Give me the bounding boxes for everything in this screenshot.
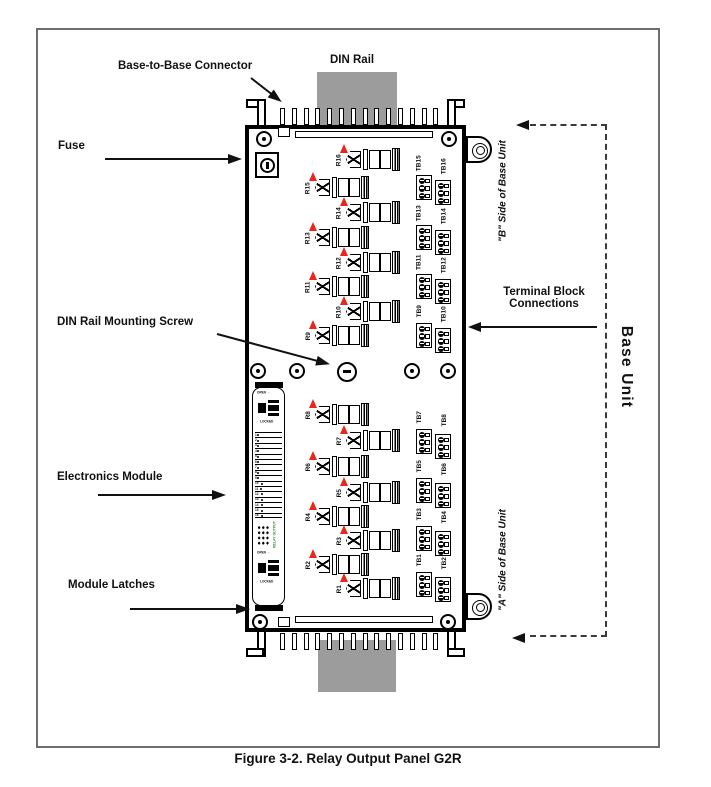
module-open-label-top: OPEN → [257,391,270,395]
relay-endcap [392,429,400,452]
module-type-label-text: RELAY OUTPUT [273,521,277,548]
arrow-terminal-block-line [481,326,597,328]
relay-label-text: R12 [335,257,343,270]
terminal-block [416,225,432,250]
relay-r11 [304,275,369,298]
module-channel-number: 16 [255,513,259,518]
terminal-clamp [444,487,449,492]
module-channel-number: 9 [255,476,257,480]
relay-socket [315,458,330,475]
terminal-block-label-text: TB4 [440,510,448,524]
terminal-clamp [425,334,430,339]
relay-label [304,507,314,528]
terminal-clamp [444,347,449,352]
relay-label [304,405,314,426]
terminal-block-label-text: TB16 [440,158,448,174]
relay-neck [363,430,368,451]
relay-r1 [335,577,400,600]
relay-body [369,150,391,169]
relay-endcap [361,324,369,347]
relay-socket [315,278,330,295]
terminal-block-label-text: TB13 [415,205,423,221]
terminal-block-label [415,549,425,571]
relay-body [338,178,360,197]
module-channel-number: 2 [255,439,257,443]
label-b-side: "B" Side of Base Unit [497,140,509,242]
relay-label [304,326,314,347]
relay-body [369,203,391,222]
label-electronics-module: Electronics Module [57,471,163,483]
relay-socket [346,532,361,549]
relay-endcap [392,148,400,171]
terminal-block-label-text: TB6 [440,462,448,476]
terminal-block-label-text: TB10 [440,306,448,322]
relay-endcap [361,226,369,249]
terminal-block-label-text: TB15 [415,155,423,171]
terminal-clamp [444,332,449,337]
relay-neck [332,227,337,248]
terminal-clamp [425,497,430,502]
relay-endcap [392,481,400,504]
relay-endcap [361,553,369,576]
terminal-clamp [444,445,449,450]
module-channel-number: 11 [255,487,259,491]
relay-r7 [335,429,400,452]
terminal-clamp [425,576,430,581]
relay-r10 [335,300,400,323]
terminal-block-pair-tb11 [415,251,457,307]
relay-body [369,531,391,550]
relay-neck [363,252,368,273]
relay-label-text: R4 [304,513,312,522]
label-a-side: "A" Side of Base Unit [497,509,509,611]
terminal-block-label-text: TB11 [415,254,423,270]
relay-socket [315,229,330,246]
module-channel-number: 5 [255,455,257,459]
relay-label [335,431,345,452]
relay-endcap [361,176,369,199]
relay-label-text: R1 [335,585,343,594]
relay-socket [346,151,361,168]
relay-body [338,228,360,247]
relay-label [335,531,345,552]
terminal-block-label [440,552,450,574]
module-channel-number: 4 [255,449,257,453]
relay-endcap [392,529,400,552]
relay-body [369,579,391,598]
relay-label [304,277,314,298]
terminal-block-label-text: TB5 [415,459,423,473]
module-channel-number: 7 [255,465,257,470]
relay-endcap [392,251,400,274]
terminal-clamp [444,542,449,547]
module-open-label-bottom: OPEN → [257,551,270,555]
terminal-block-label-text: TB2 [440,556,448,570]
terminal-block-label-text: TB3 [415,507,423,521]
terminal-block [416,572,432,597]
terminal-block-label [440,254,450,276]
relay-label-text: R10 [335,306,343,319]
label-base-unit: Base Unit [618,325,635,409]
relay-socket [315,327,330,344]
relay-body [369,431,391,450]
terminal-block-label [415,202,425,224]
terminal-block-label [415,406,425,428]
terminal-block-label-text: TB9 [415,304,423,318]
arrow-terminal-block-head [468,322,481,332]
relay-socket [315,508,330,525]
terminal-clamp [425,591,430,596]
relay-label-text: R13 [304,232,312,245]
relay-endcap [392,300,400,323]
relay-socket [346,484,361,501]
relay-label [335,483,345,504]
relay-body [338,277,360,296]
terminal-clamp [425,194,430,199]
label-terminal-block-line2: Connections [509,298,579,310]
terminal-block-label [415,152,425,174]
relay-neck [332,177,337,198]
relay-socket [315,556,330,573]
module-channel-number: 13 [255,498,259,502]
terminal-clamp [444,339,449,344]
terminal-block [416,478,432,503]
terminal-block-label [440,303,450,325]
relay-body [369,483,391,502]
terminal-clamp [425,293,430,298]
relay-r15 [304,176,369,199]
terminal-block-pair-tb9 [415,300,457,356]
relay-label-text: R2 [304,561,312,570]
terminal-clamp [425,278,430,283]
relay-body [338,326,360,345]
terminal-block-label [440,506,450,528]
arrow-module-latches-line [130,608,237,610]
module-channel-number: 12 [255,492,259,497]
terminal-clamp [444,581,449,586]
terminal-clamp [425,342,430,347]
relay-neck [332,554,337,575]
module-channel-number: 1 [255,433,257,437]
terminal-block-pair-tb7 [415,406,457,462]
relay-socket [315,179,330,196]
terminal-clamp [425,530,430,535]
terminal-clamp [444,191,449,196]
relay-neck [332,404,337,425]
terminal-clamp [425,448,430,453]
module-channel-number: 3 [255,444,257,448]
relay-r2 [304,553,369,576]
terminal-block-pair-tb1 [415,549,457,605]
arrow-electronics-module-line [98,494,213,496]
module-channel-number: 15 [255,509,259,513]
relay-label [335,150,345,171]
terminal-block [416,323,432,348]
terminal-block [416,175,432,200]
terminal-block-label-text: TB8 [440,413,448,427]
relay-socket [346,254,361,271]
arrow-electronics-module-head [212,490,226,500]
terminal-clamp [425,244,430,249]
label-base-to-base-connector: Base-to-Base Connector [118,60,253,72]
label-terminal-block-line1: Terminal Block [503,286,585,298]
module-channel-number: 14 [255,503,259,507]
label-din-rail: DIN Rail [330,54,375,66]
relay-r13 [304,226,369,249]
terminal-block-pair-tb13 [415,202,457,258]
relay-label-text: R5 [335,489,343,498]
relay-endcap [392,201,400,224]
relay-r16 [335,148,400,171]
relay-label-text: R7 [335,437,343,446]
relay-neck [363,149,368,170]
relay-endcap [361,505,369,528]
relay-neck [332,276,337,297]
base-unit-extent-bracket [530,124,607,637]
figure-caption: Figure 3-2. Relay Output Panel G2R [234,751,462,766]
terminal-clamp [425,433,430,438]
terminal-block [416,526,432,551]
terminal-block-label [415,503,425,525]
terminal-clamp [444,438,449,443]
relay-label-text: R9 [304,332,312,341]
relay-socket [346,303,361,320]
relay-label [304,228,314,249]
relay-neck [363,202,368,223]
relay-body [369,302,391,321]
terminal-block-label-text: TB14 [440,208,448,224]
relay-body [338,405,360,424]
relay-label [304,555,314,576]
terminal-clamp [425,583,430,588]
relay-neck [363,482,368,503]
arrow-fuse-head [228,154,242,164]
relay-socket [346,580,361,597]
relay-neck [332,506,337,527]
terminal-clamp [444,241,449,246]
terminal-clamp [425,229,430,234]
relay-r14 [335,201,400,224]
terminal-clamp [425,537,430,542]
terminal-block [435,328,451,353]
terminal-clamp [425,179,430,184]
arrow-fuse-line [105,158,229,160]
module-locked-label-bottom: ← LOCKED [256,580,274,584]
terminal-clamp [425,236,430,241]
terminal-block-label [440,409,450,431]
relay-label-text: R11 [304,281,312,294]
terminal-clamp [444,184,449,189]
terminal-clamp [425,327,430,332]
terminal-block-label [440,205,450,227]
terminal-clamp [425,440,430,445]
module-channel-number: 8 [255,471,257,475]
terminal-clamp [425,186,430,191]
relay-r9 [304,324,369,347]
terminal-block [435,577,451,602]
relay-label-text: R15 [304,182,312,195]
terminal-block-label [415,455,425,477]
relay-r8 [304,403,369,426]
terminal-block-label-text: TB12 [440,257,448,273]
relay-neck [332,456,337,477]
terminal-clamp [444,596,449,601]
relay-r6 [304,455,369,478]
terminal-clamp [425,489,430,494]
relay-label-text: R6 [304,463,312,472]
terminal-block-label [440,155,450,177]
module-channel-number: 6 [255,460,257,464]
relay-label-text: R3 [335,537,343,546]
terminal-block-label [415,300,425,322]
relay-neck [332,325,337,346]
label-module-latches: Module Latches [68,579,155,591]
relay-neck [363,301,368,322]
relay-label [335,579,345,600]
module-locked-label-top: ← LOCKED [256,420,274,424]
label-terminal-block [490,286,598,310]
relay-label [335,253,345,274]
label-din-rail-mounting-screw: DIN Rail Mounting Screw [57,316,194,328]
terminal-block [416,429,432,454]
terminal-block-label-text: TB7 [415,410,423,424]
terminal-clamp [444,290,449,295]
label-fuse: Fuse [58,140,85,152]
relay-body [338,555,360,574]
arrow-module-latches-head [236,604,250,614]
terminal-clamp [444,535,449,540]
relay-endcap [361,275,369,298]
relay-label-text: R16 [335,154,343,167]
terminal-clamp [444,494,449,499]
relay-body [338,457,360,476]
relay-r4 [304,505,369,528]
bracket-arrowhead-top [516,120,529,130]
relay-label-text: R8 [304,411,312,420]
relay-r5 [335,481,400,504]
relay-neck [363,530,368,551]
terminal-block-pair-tb15 [415,152,457,208]
terminal-block [416,274,432,299]
relay-endcap [392,577,400,600]
terminal-clamp [425,482,430,487]
relay-body [338,507,360,526]
relay-endcap [361,455,369,478]
relay-endcap [361,403,369,426]
terminal-clamp [425,285,430,290]
relay-body [369,253,391,272]
relay-label-text: R14 [335,207,343,220]
terminal-block-label [415,251,425,273]
relay-socket [315,406,330,423]
terminal-block-label [440,458,450,480]
terminal-clamp [444,283,449,288]
relay-neck [363,578,368,599]
relay-r12 [335,251,400,274]
relay-socket [346,204,361,221]
module-channel-number: 10 [255,482,259,486]
relay-label [335,203,345,224]
terminal-clamp [444,234,449,239]
relay-label [335,302,345,323]
terminal-clamp [444,588,449,593]
bracket-arrowhead-bottom [512,633,525,643]
terminal-block-label-text: TB1 [415,553,423,567]
relay-r3 [335,529,400,552]
relay-socket [346,432,361,449]
relay-label [304,457,314,478]
relay-label [304,178,314,199]
